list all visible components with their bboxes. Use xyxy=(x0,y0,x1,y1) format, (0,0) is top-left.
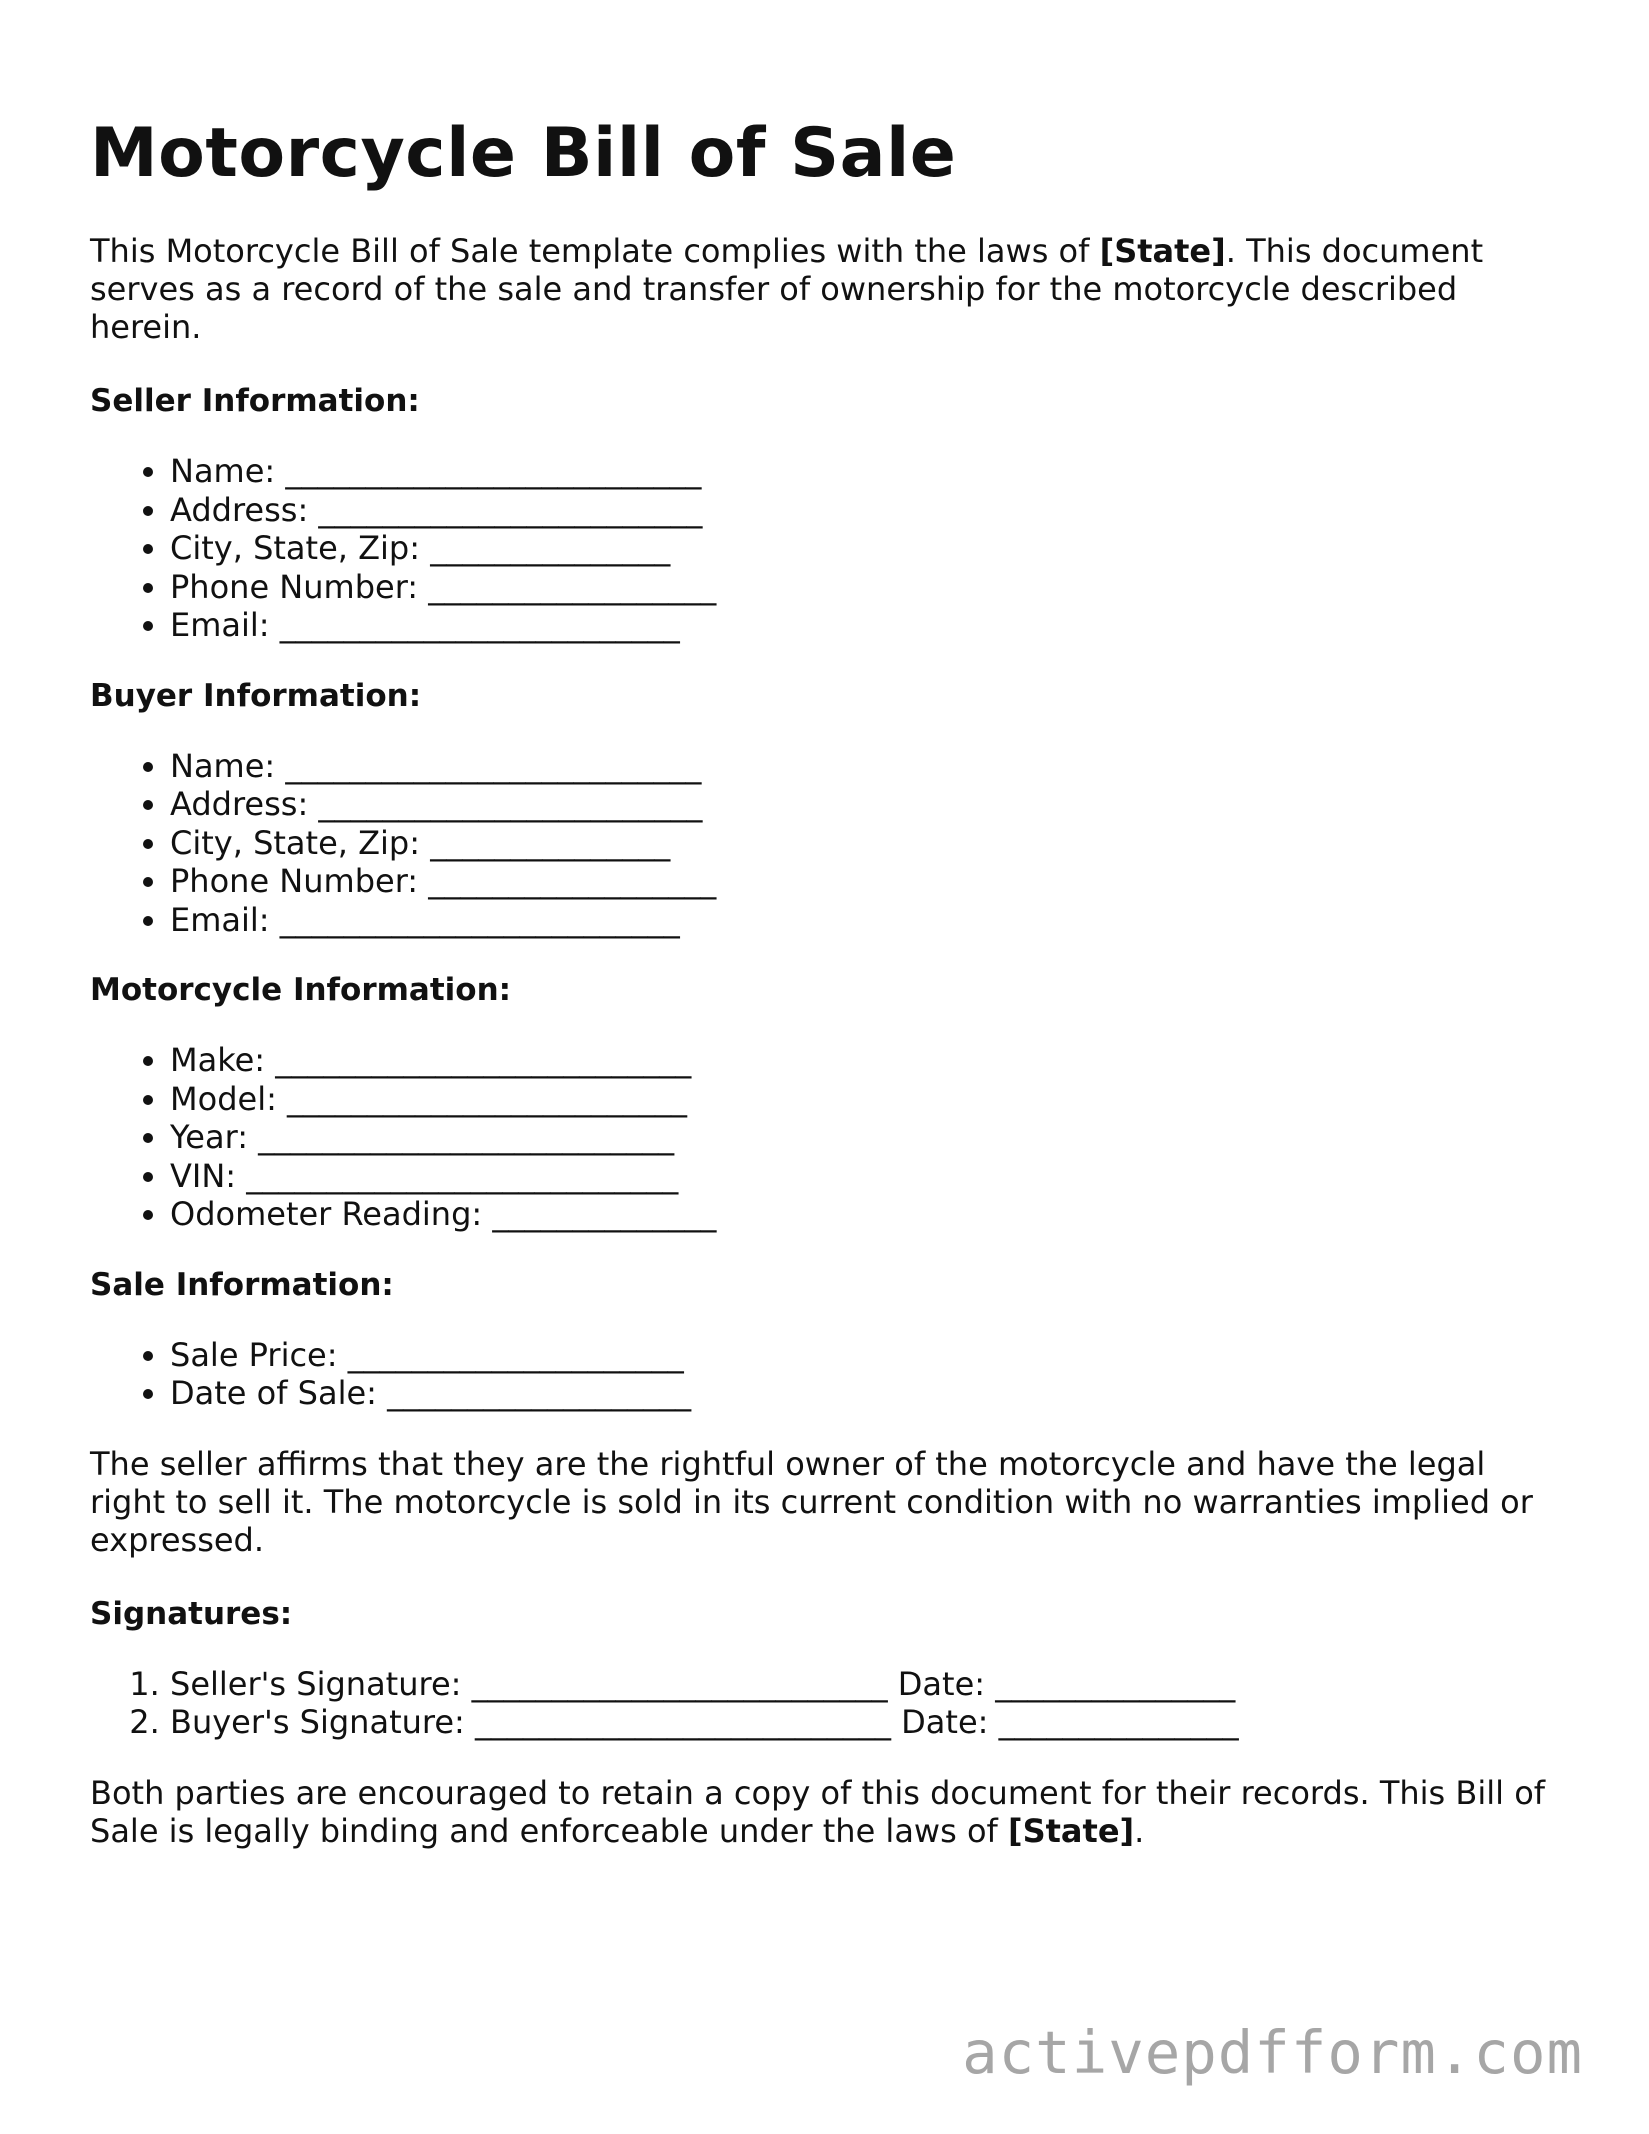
signatures-list xyxy=(90,1665,1560,1742)
date-of-sale-field[interactable]: • Date of Sale: ___________________ xyxy=(170,1374,1560,1413)
seller-address-field[interactable]: • Address: ________________________ xyxy=(170,491,1560,530)
closing-paragraph: Both parties are encouraged to retain a copy of this document for their records. This Bill of Sale is legally binding and enforceable under the laws of [State]. xyxy=(90,1773,1546,1850)
document-title: Motorcycle Bill of Sale xyxy=(90,114,957,193)
seller-heading: Seller Information: xyxy=(90,383,420,419)
motorcycle-heading: Motorcycle Information: xyxy=(90,972,512,1008)
buyer-email-field[interactable]: • Email: _________________________ xyxy=(170,901,1560,940)
seller-phone-field[interactable]: • Phone Number: __________________ xyxy=(170,568,1560,607)
buyer-signature-field[interactable]: 2. Buyer's Signature: __________________________ Date: _______________ xyxy=(170,1703,1560,1742)
model-field[interactable]: • Model: _________________________ xyxy=(170,1080,1560,1119)
affirmation-paragraph: The seller affirms that they are the rightful owner of the motorcycle and have the legal right to sell it. The motorcycle is sold in its current condition with no warranties implied or expressed. xyxy=(90,1444,1533,1559)
buyer-heading: Buyer Information: xyxy=(90,677,422,714)
seller-signature-field[interactable]: 1. Seller's Signature: __________________________ Date: _______________ xyxy=(170,1665,1560,1704)
odometer-field[interactable]: • Odometer Reading: ______________ xyxy=(170,1195,1560,1234)
motorcycle-list xyxy=(90,1041,1560,1234)
buyer-city-state-zip-field[interactable]: • City, State, Zip: _______________ xyxy=(170,824,1560,863)
signatures-heading: Signatures: xyxy=(90,1595,293,1632)
intro-paragraph: This Motorcycle Bill of Sale template complies with the laws of [State]. This document serves as a record of the sale and transfer of ownership for the motorcycle described herein. xyxy=(90,232,1484,346)
buyer-address-field[interactable]: • Address: ________________________ xyxy=(170,785,1560,824)
seller-city-state-zip-field[interactable]: • City, State, Zip: _______________ xyxy=(170,529,1560,568)
seller-list xyxy=(90,452,1560,645)
state-placeholder: [State] xyxy=(1099,232,1226,270)
buyer-list xyxy=(90,747,1560,940)
document-page xyxy=(90,110,1560,1850)
year-field[interactable]: • Year: __________________________ xyxy=(170,1118,1560,1157)
state-placeholder: [State] xyxy=(1007,1811,1135,1850)
sale-heading: Sale Information: xyxy=(90,1266,394,1303)
seller-name-field[interactable]: • Name: __________________________ xyxy=(170,452,1560,491)
seller-email-field[interactable]: • Email: _________________________ xyxy=(170,606,1560,645)
sale-price-field[interactable]: • Sale Price: _____________________ xyxy=(170,1336,1560,1375)
vin-field[interactable]: • VIN: ___________________________ xyxy=(170,1157,1560,1196)
watermark: activepdfform.com xyxy=(962,2018,1583,2087)
buyer-name-field[interactable]: • Name: __________________________ xyxy=(170,747,1560,786)
sale-list xyxy=(90,1336,1560,1413)
buyer-phone-field[interactable]: • Phone Number: __________________ xyxy=(170,862,1560,901)
make-field[interactable]: • Make: __________________________ xyxy=(170,1041,1560,1080)
